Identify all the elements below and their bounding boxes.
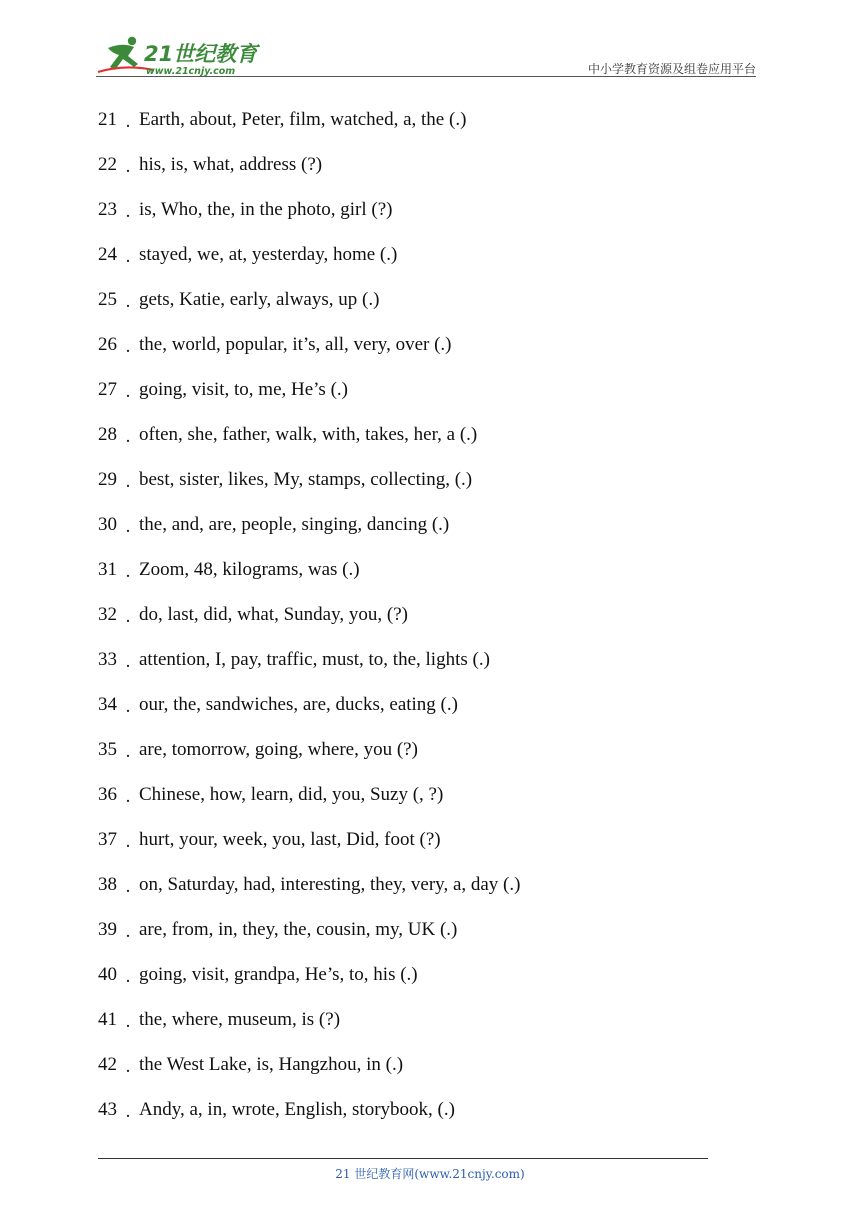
question-text: on, Saturday, had, interesting, they, very, a, day (.) [139,874,521,895]
question-item [98,1052,520,1097]
question-text: best, sister, likes, My, stamps, collecting, (.) [139,469,473,490]
question-item [98,332,520,377]
question-number: 30 [98,514,117,535]
question-number: 43 [98,1099,117,1120]
question-number: 25 [98,289,117,310]
question-text: his, is, what, address (?) [139,154,323,175]
question-separator: . [125,246,131,267]
question-separator: . [125,561,131,582]
question-separator: . [125,966,131,987]
question-item [98,962,520,1007]
footer-divider [98,1158,708,1159]
question-number: 27 [98,379,117,400]
question-number: 21 [98,109,117,130]
question-item [98,692,520,737]
question-separator: . [125,381,131,402]
question-separator: . [125,651,131,672]
question-text: going, visit, to, me, He’s (.) [139,379,348,400]
question-item [98,152,520,197]
question-separator: . [125,336,131,357]
question-separator: . [125,606,131,627]
question-separator: . [125,1101,131,1122]
question-text: are, tomorrow, going, where, you (?) [139,739,418,760]
question-text: Chinese, how, learn, did, you, Suzy (, ?) [139,784,444,805]
question-item [98,557,520,602]
question-number: 40 [98,964,117,985]
footer-site-link[interactable]: 21 世纪教育网(www.21cnjy.com) [335,1167,525,1181]
question-text: are, from, in, they, the, cousin, my, UK (.) [139,919,458,940]
question-number: 31 [98,559,117,580]
question-item [98,242,520,287]
question-separator: . [125,786,131,807]
header-platform-text: 中小学教育资源及组卷应用平台 [587,62,756,76]
question-separator: . [125,426,131,447]
header-divider [96,76,756,77]
question-text: often, she, father, walk, with, takes, her, a (.) [139,424,478,445]
question-separator: . [125,156,131,177]
question-separator: . [125,1011,131,1032]
question-separator: . [125,1056,131,1077]
question-text: the, and, are, people, singing, dancing (.) [139,514,450,535]
question-text: stayed, we, at, yesterday, home (.) [139,244,398,265]
question-item [98,647,520,692]
question-text: gets, Katie, early, always, up (.) [139,289,380,310]
question-number: 32 [98,604,117,625]
question-item [98,467,520,512]
question-separator: . [125,741,131,762]
logo-subtext: www.21cnjy.com [146,66,236,77]
question-item [98,512,520,557]
question-number: 38 [98,874,117,895]
question-separator: . [125,471,131,492]
question-item [98,872,520,917]
question-separator: . [125,291,131,312]
question-item [98,782,520,827]
question-item [98,602,520,647]
question-number: 35 [98,739,117,760]
question-text: attention, I, pay, traffic, must, to, the, lights (.) [139,649,490,670]
site-logo [94,34,264,78]
question-text: Andy, a, in, wrote, English, storybook, (.) [139,1099,455,1120]
question-item [98,377,520,422]
question-separator: . [125,831,131,852]
question-text: do, last, did, what, Sunday, you, (?) [139,604,408,625]
question-number: 37 [98,829,117,850]
question-number: 33 [98,649,117,670]
question-number: 23 [98,199,117,220]
question-item [98,197,520,242]
question-text: the, world, popular, it’s, all, very, over (.) [139,334,452,355]
question-text: going, visit, grandpa, He’s, to, his (.) [139,964,418,985]
question-number: 26 [98,334,117,355]
question-text: Earth, about, Peter, film, watched, a, the (.) [139,109,467,130]
question-separator: . [125,516,131,537]
question-item [98,1097,520,1142]
question-text: our, the, sandwiches, are, ducks, eating (.) [139,694,458,715]
question-number: 29 [98,469,117,490]
question-item [98,1007,520,1052]
question-item [98,107,520,152]
page-header [0,0,860,80]
question-item [98,737,520,782]
question-item [98,917,520,962]
question-number: 34 [98,694,117,715]
question-text: the West Lake, is, Hangzhou, in (.) [139,1054,404,1075]
question-list [98,107,520,1142]
question-text: is, Who, the, in the photo, girl (?) [139,199,393,220]
question-number: 36 [98,784,117,805]
question-number: 42 [98,1054,117,1075]
question-separator: . [125,921,131,942]
question-separator: . [125,201,131,222]
question-text: the, where, museum, is (?) [139,1009,341,1030]
question-text: Zoom, 48, kilograms, was (.) [139,559,360,580]
question-item [98,422,520,467]
question-separator: . [125,111,131,132]
question-item [98,827,520,872]
logo-text: 21世纪教育 [144,42,258,66]
question-number: 39 [98,919,117,940]
question-item [98,287,520,332]
question-number: 22 [98,154,117,175]
question-text: hurt, your, week, you, last, Did, foot (?) [139,829,441,850]
question-number: 41 [98,1009,117,1030]
question-separator: . [125,696,131,717]
question-separator: . [125,876,131,897]
question-number: 28 [98,424,117,445]
question-number: 24 [98,244,117,265]
